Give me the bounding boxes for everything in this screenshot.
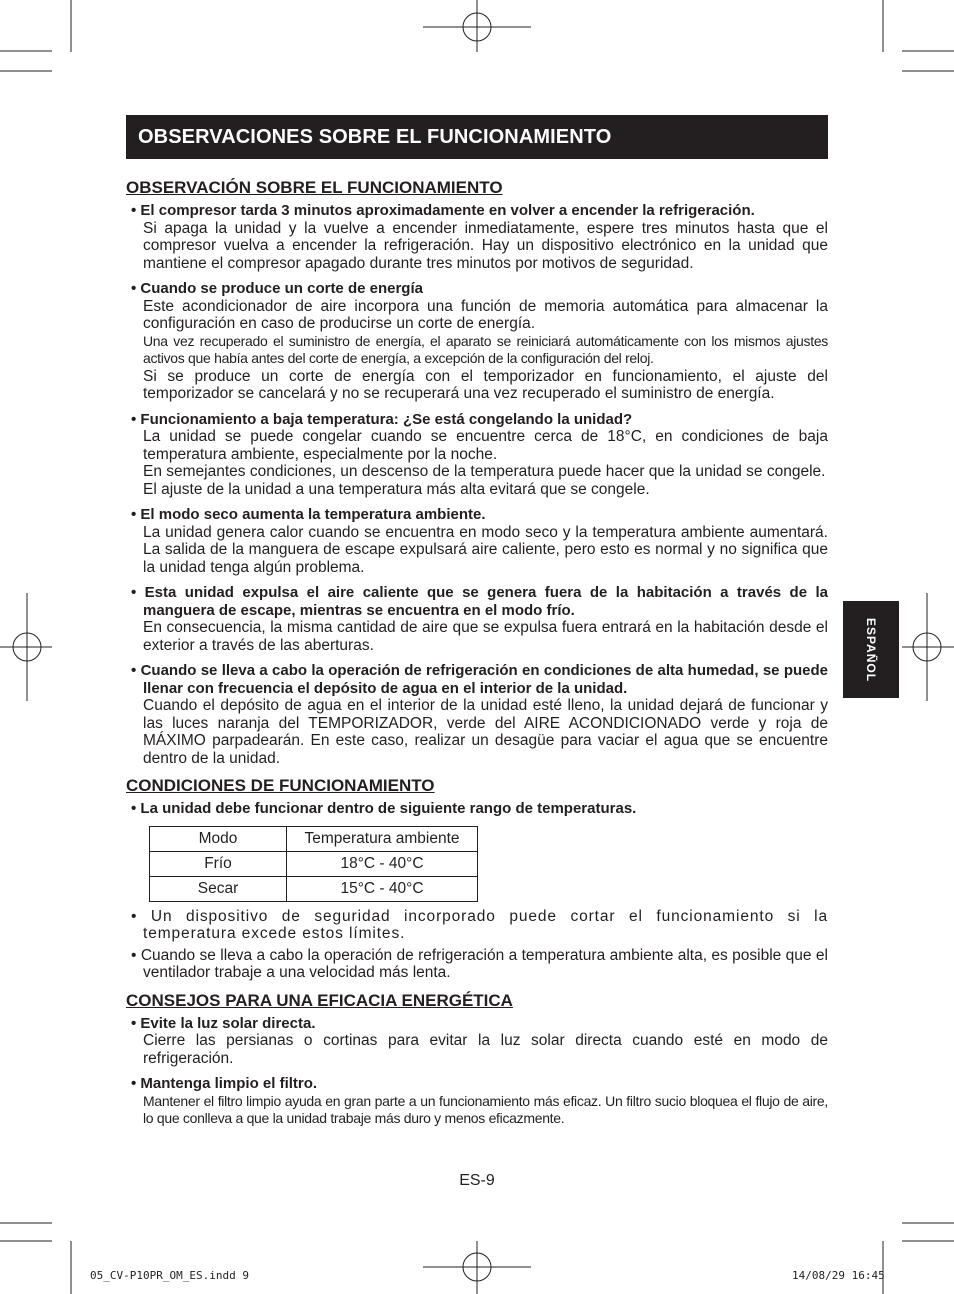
note-title: • Cuando se lleva a cabo la operación de refrigeración en condiciones de alta humedad, se puede llenar con frecuencia el depósito de agua en el interior de la unidad. [131, 662, 828, 697]
note-body: El ajuste de la unidad a una temperatura más alta evitará que se congele. [143, 480, 650, 498]
main-content [126, 177, 828, 1136]
note-title: • Esta unidad expulsa el aire caliente que se genera fuera de la habitación a través de la manguera de escape, mientras se encuentra en el modo frío. [131, 584, 828, 619]
tip-filter [126, 1075, 828, 1128]
tip-title: • Mantenga limpio el filtro. [131, 1075, 318, 1092]
note-low-temperature [126, 411, 828, 499]
page-title: OBSERVACIONES SOBRE EL FUNCIONAMIENTO [126, 115, 828, 159]
table-row [150, 876, 478, 901]
table-cell: 18°C - 40°C [287, 851, 478, 876]
note-body: Este acondicionador de aire incorpora una función de memoria automática para almacenar la configuración en caso de producirse un corte de energía. [143, 297, 828, 332]
language-tab-label: ESPAÑOL [864, 617, 878, 682]
note-power-outage [126, 280, 828, 403]
table-cell: 15°C - 40°C [287, 876, 478, 901]
tip-title: • Evite la luz solar directa. [131, 1014, 316, 1032]
page-number: ES-9 [459, 1172, 495, 1189]
note-title: • Funcionamiento a baja temperatura: ¿Se está congelando la unidad? [131, 410, 633, 428]
note-title: • Cuando se produce un corte de energía [131, 280, 423, 297]
tip-body: Mantener el filtro limpio ayuda en gran parte a un funcionamiento más eficaz. Un filtro sucio bloquea el flujo de aire, lo que conlleva a que la unidad trabaje más duro y menos eficazmente. [143, 1092, 828, 1126]
note-body: En consecuencia, la misma cantidad de aire que se expulsa fuera entrará en la habitación desde el exterior a través de las aberturas. [143, 619, 828, 654]
tip-sunlight [126, 1015, 828, 1068]
table-row [150, 851, 478, 876]
section-heading-conditions: CONDICIONES DE FUNCIONAMIENTO [126, 776, 435, 795]
note-body: Si apaga la unidad y la vuelve a encender inmediatamente, espere tres minutos hasta que el compresor vuelva a encender la refrigeración. Hay un dispositivo electrónico en la unidad que mantiene el compresor apagado durante tres minutos por motivos de seguridad. [143, 219, 828, 272]
note-dry-mode [126, 506, 828, 576]
note-body: Cuando el depósito de agua en el interior de la unidad esté lleno, la unidad dejará de funcionar y las luces naranja del TEMPORIZADOR, verde del AIRE ACONDICIONADO verde y roja de MÁXIMO parpadearán. En este caso, realizar un desagüe para vaciar el agua que se encuentre dentro de la unidad. [143, 697, 828, 767]
note-exhaust-hose [126, 584, 828, 654]
table-header-row [150, 826, 478, 851]
section-heading-efficiency: CONSEJOS PARA UNA EFICACIA ENERGÉTICA [126, 990, 513, 1010]
note-body: La unidad genera calor cuando se encuentra en modo seco y la temperatura ambiente aumentará. La salida de la manguera de escape expulsará aire caliente, pero esto es normal y no significa que la unidad tenga algún problema. [143, 523, 828, 576]
note-body: Si se produce un corte de energía con el temporizador en funcionamiento, el ajuste del temporizador se cancelará y no se recuperará una vez recuperado el suministro de energía. [143, 367, 828, 402]
note-title: • El modo seco aumenta la temperatura ambiente. [131, 506, 486, 523]
note-water-tank [126, 662, 828, 767]
footer-timestamp: 14/08/29 16:45 [792, 1269, 885, 1282]
note-title: • El compresor tarda 3 minutos aproximadamente en volver a encender la refrigeración. [131, 202, 755, 219]
conditions-note: • Un dispositivo de seguridad incorporado puede cortar el funcionamiento si la temperatura excede estos límites. [131, 907, 828, 942]
note-body: La unidad se puede congelar cuando se encuentre cerca de 18°C, en condiciones de baja temperatura ambiente, especialmente por la noche. [143, 428, 828, 463]
table-cell: Secar [150, 876, 287, 901]
note-body: En semejantes condiciones, un descenso de la temperatura puede hacer que la unidad se congele. [143, 463, 826, 480]
table-header-cell: Temperatura ambiente [287, 826, 478, 851]
note-compressor [126, 202, 828, 272]
table-header-cell: Modo [150, 826, 287, 851]
conditions-intro: • La unidad debe funcionar dentro de siguiente rango de temperaturas. [131, 800, 637, 817]
section-heading-operation: OBSERVACIÓN SOBRE EL FUNCIONAMIENTO [126, 178, 503, 197]
note-body: Una vez recuperado el suministro de energía, el aparato se reiniciará automáticamente con los mismos ajustes activos que había antes del corte de energía, a excepción de la configuración del reloj. [143, 332, 828, 366]
tip-body: Cierre las persianas o cortinas para evitar la luz solar directa cuando esté en modo de refrigeración. [143, 1032, 828, 1067]
footer-filename: 05_CV-P10PR_OM_ES.indd 9 [90, 1269, 249, 1282]
table-cell: Frío [150, 851, 287, 876]
temperature-range-table [149, 826, 478, 902]
conditions-note: • Cuando se lleva a cabo la operación de refrigeración a temperatura ambiente alta, es posible que el ventilador trabaje a una velocidad más lenta. [131, 946, 828, 981]
language-tab [843, 601, 899, 698]
